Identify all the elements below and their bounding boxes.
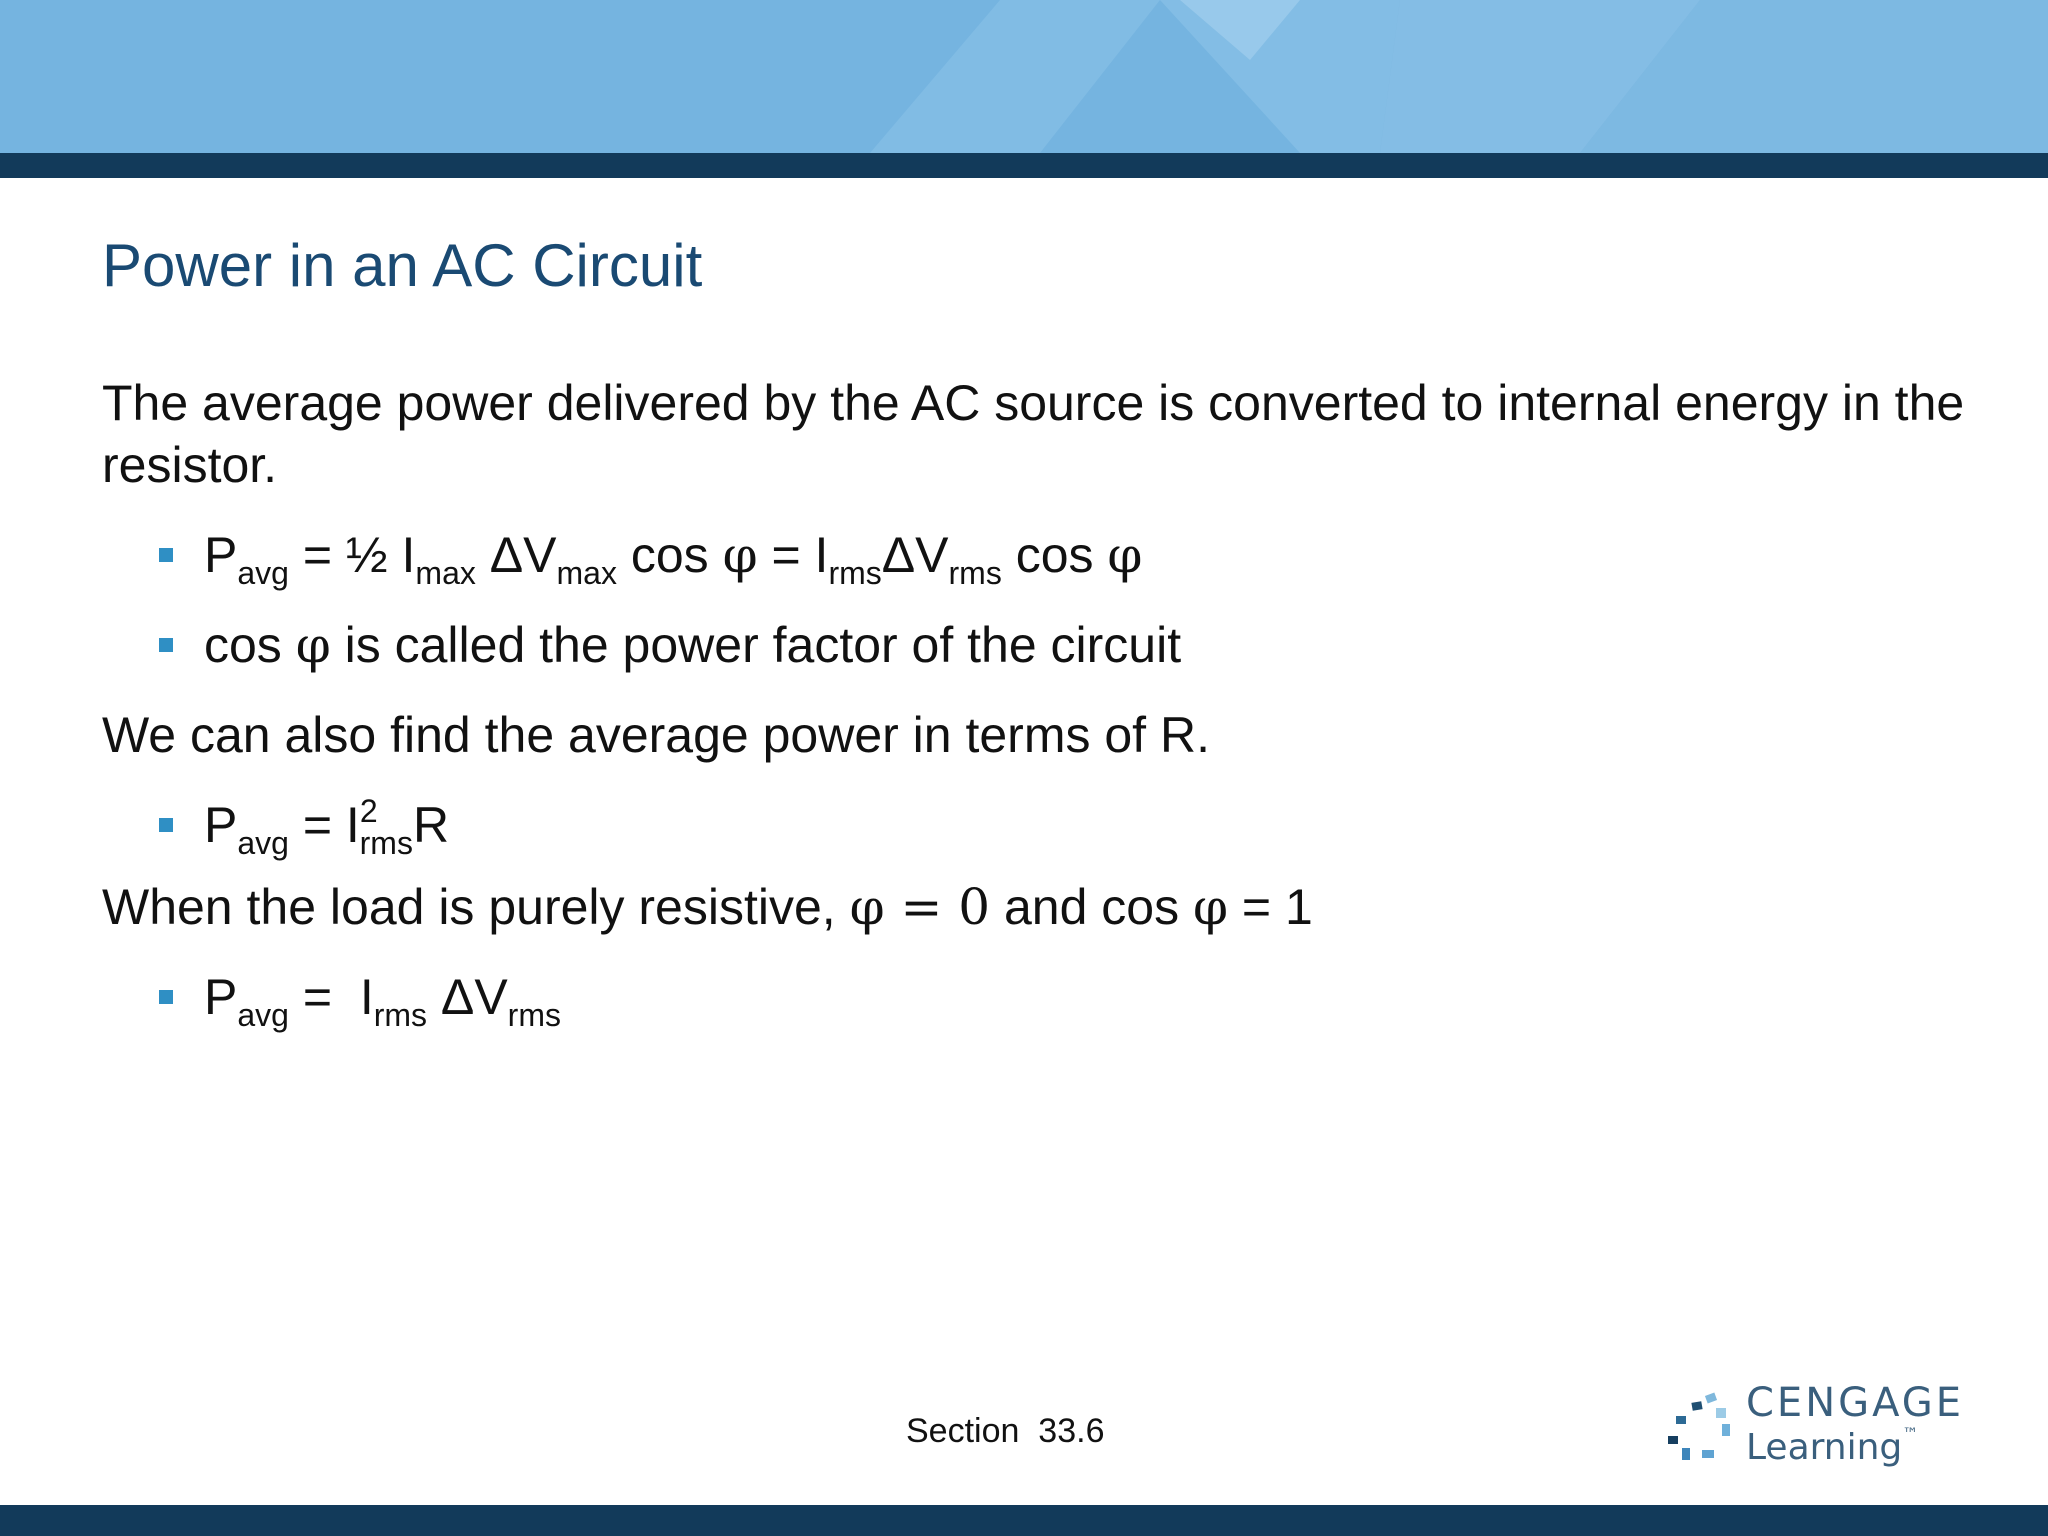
bullet-text: is called the power factor of the circuit bbox=[330, 617, 1182, 673]
subscript-rms: rms bbox=[948, 555, 1002, 591]
paragraph-text: and cos bbox=[990, 879, 1193, 935]
slide-title: Power in an AC Circuit bbox=[102, 232, 703, 299]
formula-text: ΔV bbox=[427, 969, 508, 1025]
symbol-r: R bbox=[412, 797, 450, 853]
bullet-marker bbox=[159, 818, 173, 832]
symbol-p: P bbox=[204, 527, 238, 583]
symbol-p: P bbox=[204, 797, 238, 853]
bullet-marker bbox=[159, 990, 173, 1004]
subscript-avg: avg bbox=[237, 825, 289, 861]
slide-body bbox=[102, 372, 1982, 1033]
logo-text-learning-word: Learning bbox=[1746, 1427, 1903, 1468]
logo-mark-icon bbox=[1662, 1390, 1742, 1480]
header-bar bbox=[0, 153, 2048, 178]
subscript-avg: avg bbox=[237, 997, 289, 1033]
formula-text: ΔV bbox=[881, 527, 949, 583]
subscript-rms: rms bbox=[828, 555, 882, 591]
symbol-p: P bbox=[204, 969, 238, 1025]
superscript-2: 2 bbox=[359, 793, 378, 829]
subscript-rms: rms bbox=[507, 997, 561, 1033]
banner-decoration bbox=[0, 0, 2048, 153]
formula-text: cos bbox=[616, 527, 723, 583]
formula-text: cos bbox=[1001, 527, 1108, 583]
bullet-power-factor bbox=[102, 614, 1982, 676]
cengage-logo bbox=[1662, 1380, 1965, 1480]
subscript-max: max bbox=[556, 555, 617, 591]
formula-text: = I bbox=[288, 969, 374, 1025]
formula-text: ΔV bbox=[475, 527, 557, 583]
symbol-phi: φ bbox=[295, 616, 331, 674]
trademark-symbol: ™ bbox=[1902, 1424, 1919, 1443]
bullet-marker bbox=[159, 548, 173, 562]
formula-text: = I bbox=[288, 797, 360, 853]
symbol-phi: φ bbox=[1192, 878, 1228, 936]
paragraph-text: = 1 bbox=[1228, 879, 1313, 935]
bullet-marker bbox=[159, 638, 173, 652]
bullet-power-formula bbox=[102, 524, 1982, 591]
header-banner bbox=[0, 0, 2048, 153]
symbol-phi: φ bbox=[722, 526, 758, 584]
logo-text-cengage: CENGAGE bbox=[1746, 1380, 1965, 1426]
formula-text: = I bbox=[757, 527, 829, 583]
paragraph-3 bbox=[102, 876, 1982, 938]
symbol-phi: φ bbox=[1107, 526, 1143, 584]
subscript-max: max bbox=[415, 555, 476, 591]
footer-bar bbox=[0, 1505, 2048, 1536]
logo-text-learning bbox=[1746, 1424, 1918, 1468]
paragraph-2: We can also find the average power in terms of R. bbox=[102, 707, 1210, 763]
paragraph-text: When the load is purely resistive, bbox=[102, 879, 850, 935]
formula-text: = ½ I bbox=[288, 527, 416, 583]
subscript-rms: rms bbox=[373, 997, 428, 1033]
subscript-avg: avg bbox=[237, 555, 289, 591]
phi-equals-zero: φ = 0 bbox=[849, 878, 991, 936]
bullet-resistive-power bbox=[102, 966, 1982, 1033]
bullet-power-resistance bbox=[102, 793, 1982, 861]
subscript-rms: rms bbox=[359, 825, 413, 861]
section-label: Section 33.6 bbox=[906, 1412, 1105, 1450]
formula-text: cos bbox=[204, 617, 296, 673]
paragraph-1: The average power delivered by the AC source is converted to internal energy in the resistor. bbox=[102, 375, 1965, 493]
